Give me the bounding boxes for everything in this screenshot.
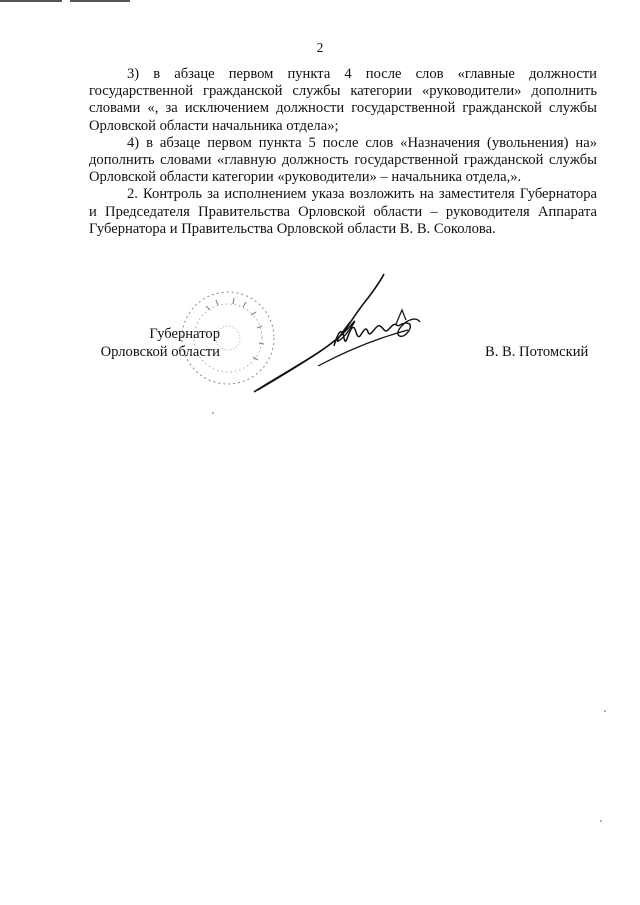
signer-name: В. В. Потомский [485, 344, 589, 360]
scan-edge-mark [70, 0, 130, 2]
signature-block [0, 270, 640, 410]
scan-speck [212, 412, 214, 414]
handwritten-signature [248, 270, 428, 400]
signer-position [94, 326, 220, 361]
scan-speck [600, 820, 602, 822]
position-title-line2: Орловской области [100, 343, 220, 360]
scan-speck [604, 710, 606, 712]
paragraph-item-3: 3) в абзаце первом пункта 4 после слов «главные должности государственной гражданской службы категории «руководители» дополнить словами «, за исключением должности государственной гражданской службы Орловской области начальника отдела»; [89, 66, 597, 134]
paragraph-item-4: 4) в абзаце первом пункта 5 после слов «Назначения (увольнения) на» дополнить словами «главную должность государственной гражданской службы Орловской области категории «руководители» – начальника отдела,». [89, 134, 597, 186]
page-number: 2 [316, 40, 324, 55]
scan-edge-mark [0, 0, 62, 2]
position-title-line1: Губернатор [149, 326, 220, 342]
paragraph-control: 2. Контроль за исполнением указа возложить на заместителя Губернатора и Председателя Правительства Орловской области – руководителя Аппарата Губернатора и Правительства Орловской области В. В. Соколова. [89, 186, 597, 237]
document-body [89, 66, 597, 238]
